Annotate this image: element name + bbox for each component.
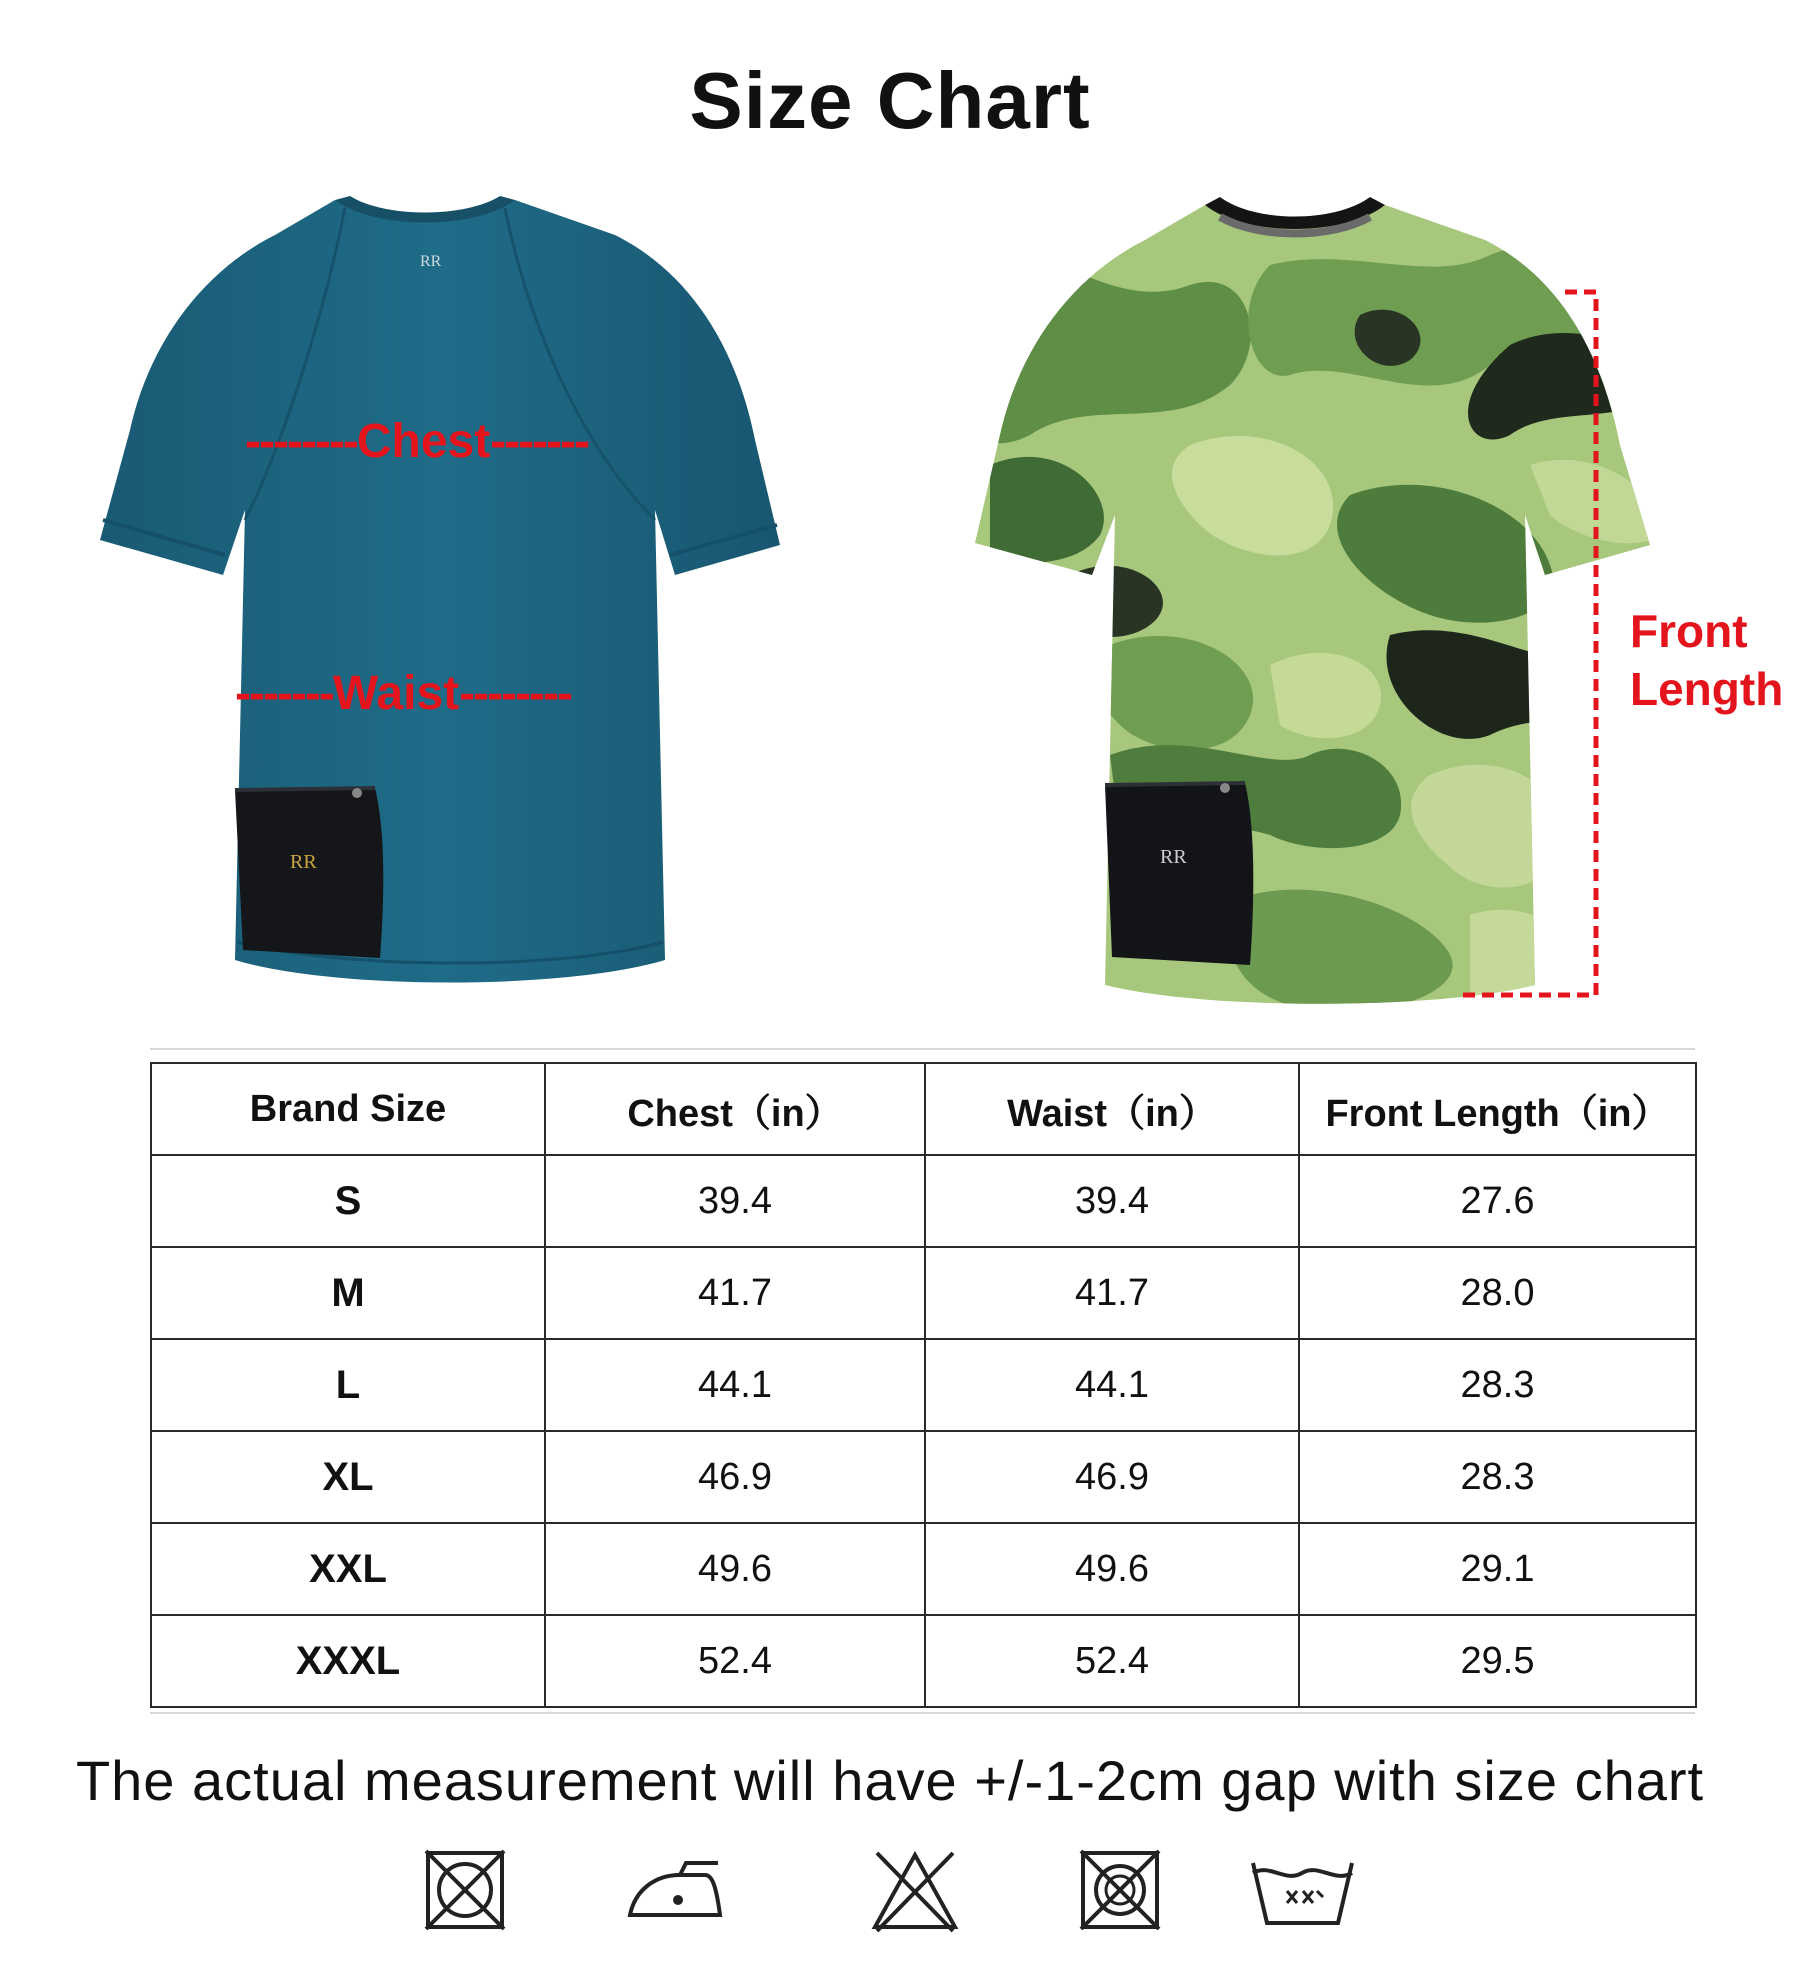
front-length-cell: 27.6 [1299,1155,1696,1247]
front-length-line1: Front [1630,605,1748,657]
table-row [151,1615,1696,1707]
waist-cell: 49.6 [925,1523,1299,1615]
collar-logo: RR [420,253,442,270]
chest-dashes-left: -------- [245,415,357,468]
front-length-cell: 28.3 [1299,1339,1696,1431]
waist-cell: 44.1 [925,1339,1299,1431]
size-cell: XXXL [151,1615,545,1707]
chest-cell: 49.6 [545,1523,925,1615]
chest-cell: 46.9 [545,1431,925,1523]
size-cell: M [151,1247,545,1339]
size-cell: XXL [151,1523,545,1615]
pocket-logo: RR [290,851,317,873]
waist-cell: 41.7 [925,1247,1299,1339]
table-row [151,1523,1696,1615]
size-cell: L [151,1339,545,1431]
chest-dashes-right: ------- [490,415,589,468]
table-row [151,1247,1696,1339]
table-ghost-line-top [150,1048,1695,1050]
header-front-length: Front Length（in） [1299,1063,1696,1155]
waist-cell: 46.9 [925,1431,1299,1523]
hand-wash-icon [1245,1840,1360,1940]
front-length-cell: 29.1 [1299,1523,1696,1615]
chest-word: Chest [356,415,491,468]
table-row [151,1155,1696,1247]
camo-pocket-logo: RR [1160,846,1187,868]
size-table [150,1062,1697,1708]
size-cell: XL [151,1431,545,1523]
camo-shirt-image [970,195,1660,1025]
size-table-container [150,1062,1695,1705]
iron-low-heat-icon [620,1840,730,1940]
waist-cell: 39.4 [925,1155,1299,1247]
chest-measure-label [245,415,589,468]
waist-dashes-left: ------- [235,667,333,720]
header-waist: Waist（in） [925,1063,1299,1155]
waist-dashes-right: -------- [459,667,571,720]
front-length-cell: 28.0 [1299,1247,1696,1339]
table-row [151,1431,1696,1523]
chest-cell: 39.4 [545,1155,925,1247]
waist-measure-label [235,667,571,720]
chest-cell: 52.4 [545,1615,925,1707]
do-not-dry-clean-icon [1075,1840,1165,1940]
front-length-cell: 28.3 [1299,1431,1696,1523]
front-length-cell: 29.5 [1299,1615,1696,1707]
header-chest: Chest（in） [545,1063,925,1155]
front-length-line2: Length [1630,663,1784,715]
header-brand-size: Brand Size [151,1063,545,1155]
page-title: Size Chart [689,56,1091,145]
waist-word: Waist [332,667,460,720]
care-icons-row [410,1840,1370,1950]
table-ghost-line-bottom [150,1712,1695,1714]
measurement-note: The actual measurement will have +/-1-2cm gap with size chart [75,1749,1705,1812]
table-row [151,1339,1696,1431]
chest-cell: 44.1 [545,1339,925,1431]
do-not-bleach-icon [865,1840,965,1940]
table-header-row [151,1063,1696,1155]
blue-shirt-image [95,190,795,1020]
size-cell: S [151,1155,545,1247]
front-length-label [1630,602,1783,718]
do-not-tumble-dry-icon [420,1840,510,1940]
chest-cell: 41.7 [545,1247,925,1339]
waist-cell: 52.4 [925,1615,1299,1707]
